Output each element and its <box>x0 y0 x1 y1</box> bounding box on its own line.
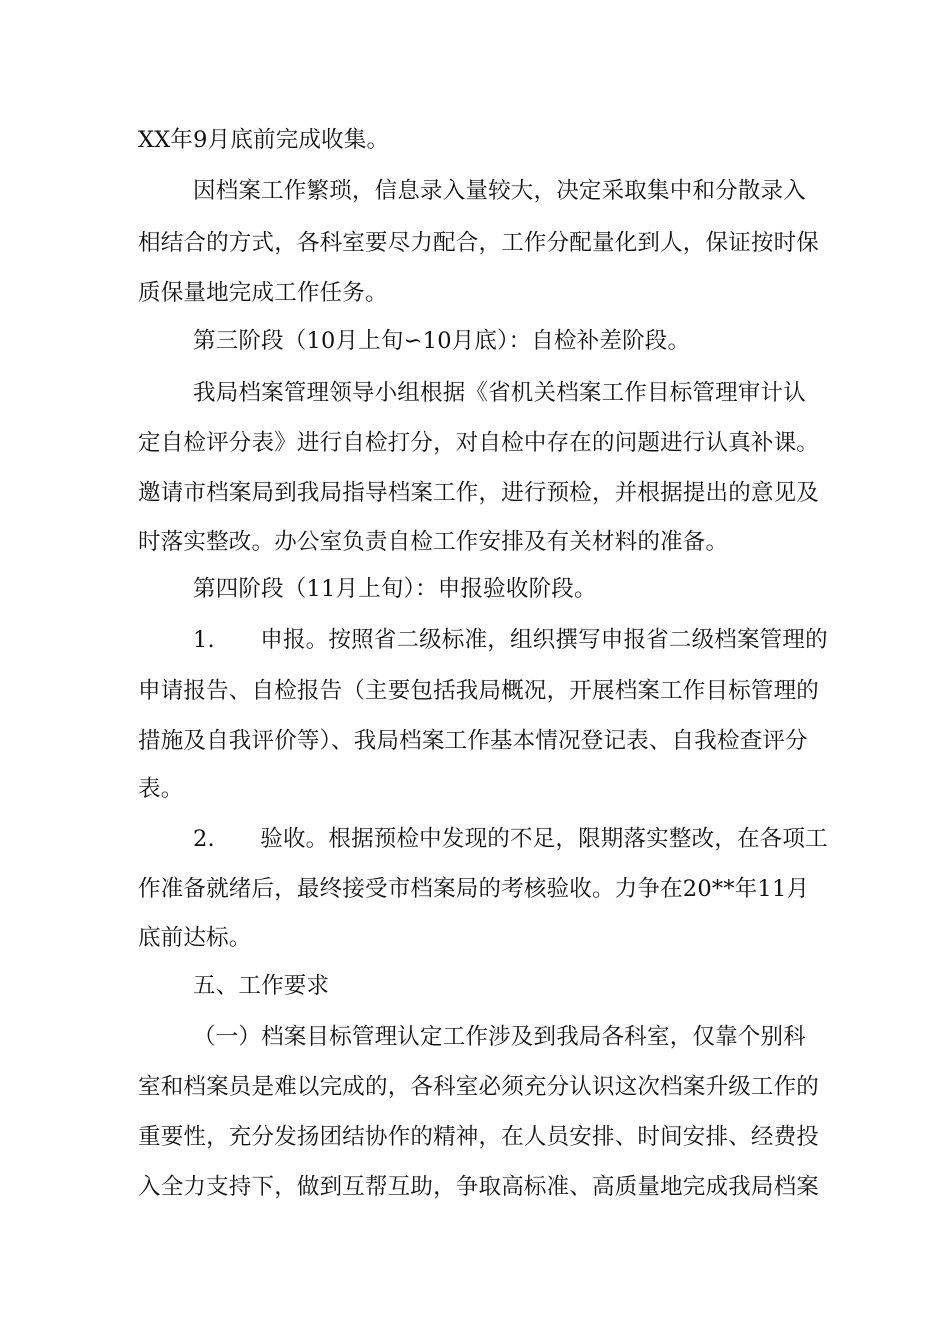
text-line: 作准备就绪后，最终接受市档案局的考核验收。力争在20**年11月 <box>138 876 810 902</box>
text-line: XX年9月底前完成收集。 <box>138 127 390 153</box>
text-line: 时落实整改。办公室负责自检工作安排及有关材料的准备。 <box>138 529 729 555</box>
text-line: 申请报告、自检报告（主要包括我局概况，开展档案工作目标管理的 <box>138 678 820 704</box>
section-heading: 五、工作要求 <box>193 973 330 999</box>
section-heading: 第四阶段（11月上旬）：申报验收阶段。 <box>193 576 597 602</box>
text-line: 定自检评分表》进行自检打分，对自检中存在的问题进行认真补课。 <box>138 430 820 456</box>
text-line: 质保量地完成工作任务。 <box>138 280 388 306</box>
section-heading: 第三阶段（10月上旬∽10月底）：自检补差阶段。 <box>193 328 691 354</box>
text-line: 相结合的方式，各科室要尽力配合，工作分配量化到人，保证按时保 <box>138 230 820 256</box>
text-line: 入全力支持下，做到互帮互助，争取高标准、高质量地完成我局档案 <box>138 1174 820 1200</box>
list-item: 1. 申报。按照省二级标准，组织撰写申报省二级档案管理的 <box>193 627 828 653</box>
list-item: 2. 验收。根据预检中发现的不足，限期落实整改，在各项工 <box>193 826 828 852</box>
text-line: 邀请市档案局到我局指导档案工作，进行预检，并根据提出的意见及 <box>138 480 820 506</box>
text-line: 因档案工作繁琐，信息录入量较大，决定采取集中和分散录入 <box>193 178 806 204</box>
text-line: 措施及自我评价等）、我局档案工作基本情况登记表、自我检查评分 <box>138 728 808 754</box>
text-line: （一）档案目标管理认定工作涉及到我局各科室，仅靠个别科 <box>193 1024 806 1050</box>
text-line: 底前达标。 <box>138 925 252 951</box>
text-line: 我局档案管理领导小组根据《省机关档案工作目标管理审计认 <box>193 380 806 406</box>
text-line: 重要性，充分发扬团结协作的精神，在人员安排、时间安排、经费投 <box>138 1124 820 1150</box>
text-line: 表。 <box>138 776 184 802</box>
text-line: 室和档案员是难以完成的，各科室必须充分认识这次档案升级工作的 <box>138 1074 820 1100</box>
